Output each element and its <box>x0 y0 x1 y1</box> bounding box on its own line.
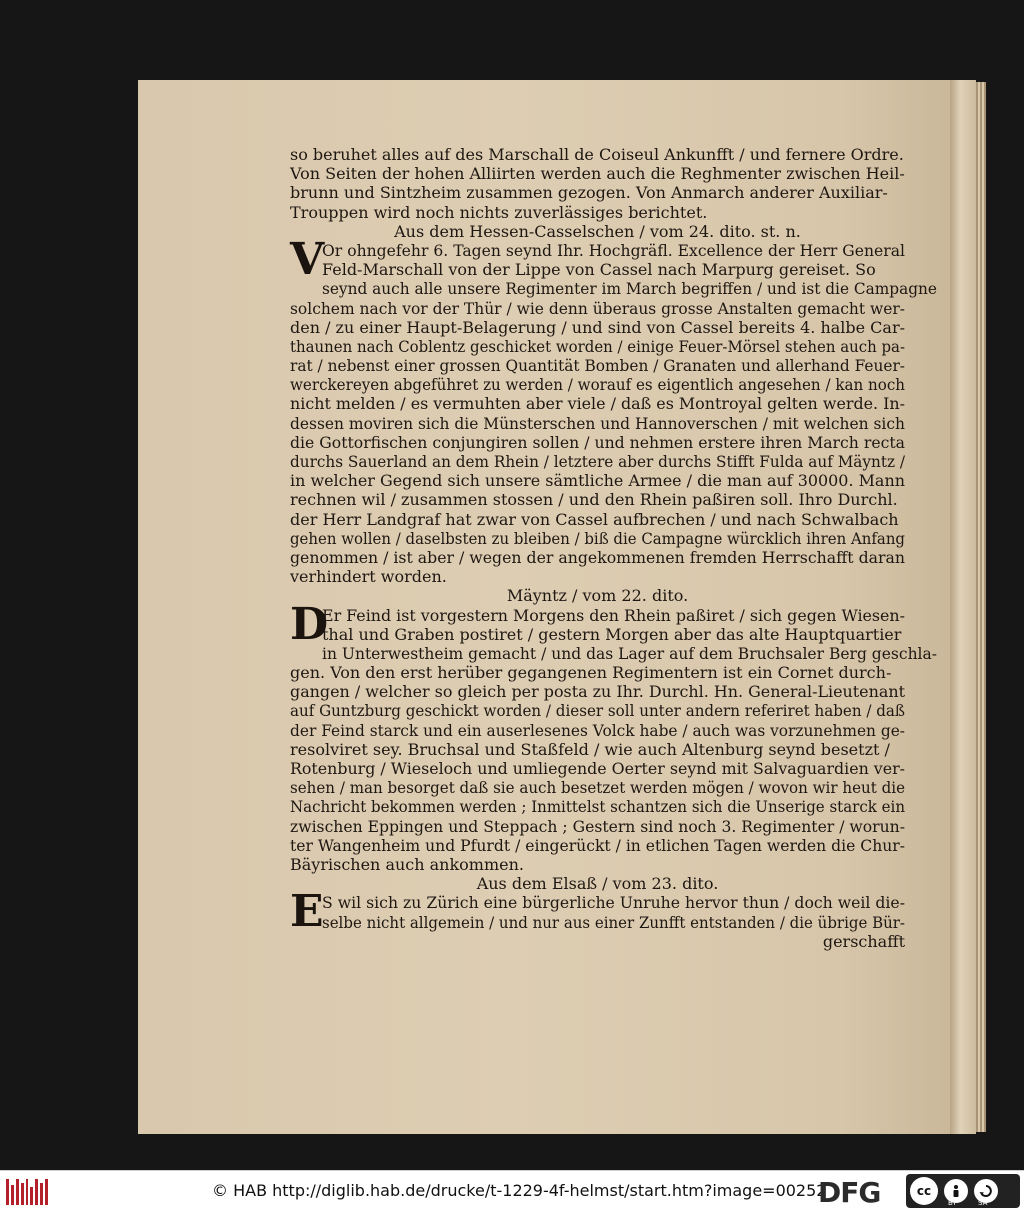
paragraph <box>290 886 905 951</box>
text-line: gangen / welcher so gleich per posta zu Ihr. Durchl. Hn. General-Lieutenant <box>290 682 905 702</box>
hab-logo-icon <box>6 1177 48 1205</box>
text-line: Er Feind ist vorgestern Morgens den Rhein paßiret / sich gegen Wiesen- <box>322 605 905 625</box>
text-line: der Herr Landgraf hat zwar von Cassel aufbrechen / und nach Schwalbach <box>290 509 899 529</box>
text-line: seynd auch alle unsere Regimenter im March begriffen / und ist die Campagne <box>322 279 937 299</box>
text-line: Rotenburg / Wieseloch und umliegende Oerter seynd mit Salvaguardien ver- <box>290 759 905 778</box>
text-line: Von Seiten der hohen Alliirten werden auch die Reghmenter zwischen Heil- <box>290 164 905 184</box>
book-spine <box>950 80 976 1134</box>
drop-initial: D <box>290 598 329 650</box>
text-line: rat / nebenst einer grossen Quantität Bomben / Granaten und allerhand Feuer- <box>290 356 905 376</box>
text-line: zwischen Eppingen und Steppach ; Gestern sind noch 3. Regimenter / worun- <box>290 816 905 836</box>
text-line: thal und Graben postiret / gestern Morgen aber das alte Hauptquartier <box>322 624 902 644</box>
text-line: dessen moviren sich die Münsterschen und Hannoverschen / mit welchen sich <box>290 413 905 433</box>
text-line: rechnen wil / zusammen stossen / und den Rhein paßiren soll. Ihro Durchl. <box>290 490 898 510</box>
text-line: gehen wollen / daselbsten zu bleiben / biß die Campagne würcklich ihren Anfang <box>290 528 905 548</box>
paragraph <box>290 598 937 875</box>
text-line: werckereyen abgeführet zu werden / worauf es eigentlich angesehen / kan noch <box>290 375 905 395</box>
text-line: Trouppen wird noch nichts zuverlässiges berichtet. <box>290 202 708 222</box>
text-line: gen. Von den erst herüber gegangenen Regimentern ist ein Cornet durch- <box>290 663 892 683</box>
text-line: Bäyrischen auch ankommen. <box>290 854 525 874</box>
text-line: selbe nicht allgemein / und nur aus einer Zunfft entstanden / die übrige Bür- <box>322 912 905 932</box>
text-line: Or ohngefehr 6. Tagen seynd Ihr. Hochgräfl. Excellence der Herr General <box>322 240 905 260</box>
text-line: sehen / man besorget daß sie auch besetzet werden mögen / wovon wir heut die <box>290 778 905 798</box>
text-line: solchem nach vor der Thür / wie denn überaus grosse Anstalten gemacht wer- <box>290 298 905 318</box>
text-line: resolviret sey. Bruchsal und Staßfeld / wie auch Altenburg seynd besetzt / <box>290 739 890 759</box>
text-line: genommen / ist aber / wegen der angekommenen fremden Herrschafft daran <box>290 547 905 567</box>
text-line: die Gottorfischen conjungiren sollen / und nehmen erstere ihren March recta <box>290 432 905 452</box>
cc-license-badge[interactable] <box>906 1174 1020 1208</box>
text-line: den / zu einer Haupt-Belagerung / und sind von Cassel bereits 4. halbe Car- <box>290 317 905 337</box>
dfg-logo: DFG <box>818 1176 881 1209</box>
by-label: BY <box>948 1199 957 1207</box>
text-line: in Unterwestheim gemacht / und das Lager auf dem Bruchsaler Berg geschla- <box>322 643 937 663</box>
text-line: auf Guntzburg geschickt worden / dieser soll unter andern referiret haben / daß <box>290 701 905 721</box>
text-line: der Feind starck und ein auserlesenes Volck habe / auch was vorzunehmen ge- <box>290 720 905 740</box>
section-heading: Aus dem Hessen-Casselschen / vom 24. dito. st. n. <box>394 221 801 241</box>
page-edges <box>976 82 986 1132</box>
text-line: Nachricht bekommen werden ; Inmittelst schantzen sich die Unserige starck ein <box>290 797 905 817</box>
text-line: brunn und Sintzheim zusammen gezogen. Von Anmarch anderer Auxiliar- <box>290 183 888 203</box>
sa-label: SA <box>978 1199 988 1207</box>
text-line: ter Wangenheim und Pfurdt / eingerückt / in etlichen Tagen werden die Chur- <box>290 835 905 855</box>
section-heading: Mäyntz / vom 22. dito. <box>506 586 689 606</box>
text-line: verhindert worden. <box>290 567 447 587</box>
paragraph <box>290 233 937 587</box>
text-line: Feld-Marschall von der Lippe von Cassel nach Marpurg gereiset. So <box>322 260 876 280</box>
section-heading: Aus dem Elsaß / vom 23. dito. <box>476 874 719 894</box>
drop-initial: V <box>290 233 325 285</box>
catchword: gerschafft <box>822 931 905 951</box>
footer-bar <box>0 1170 1024 1211</box>
page-text <box>290 145 937 951</box>
text-line: so beruhet alles auf des Marschall de Coiseul Ankunfft / und fernere Ordre. <box>290 145 904 164</box>
text-line: thaunen nach Coblentz geschicket worden / einige Feuer-Mörsel stehen auch pa- <box>290 336 905 356</box>
text-line: S wil sich zu Zürich eine bürgerliche Unruhe hervor thun / doch weil die- <box>322 893 905 913</box>
copyright-link[interactable]: © HAB http://diglib.hab.de/drucke/t-1229-4f-helmst/start.htm?image=00252 <box>212 1181 827 1200</box>
text-line: in welcher Gegend sich unsere sämtliche Armee / die man auf 30000. Mann <box>290 471 905 491</box>
text-line: nicht melden / es vermuhten aber viele / daß es Montroyal gelten werde. In- <box>290 394 905 414</box>
cc-icon: cc <box>910 1177 938 1205</box>
text-line: durchs Sauerland an dem Rhein / letztere aber durchs Stifft Fulda auf Mäyntz / <box>290 452 905 471</box>
drop-initial: E <box>290 886 324 938</box>
